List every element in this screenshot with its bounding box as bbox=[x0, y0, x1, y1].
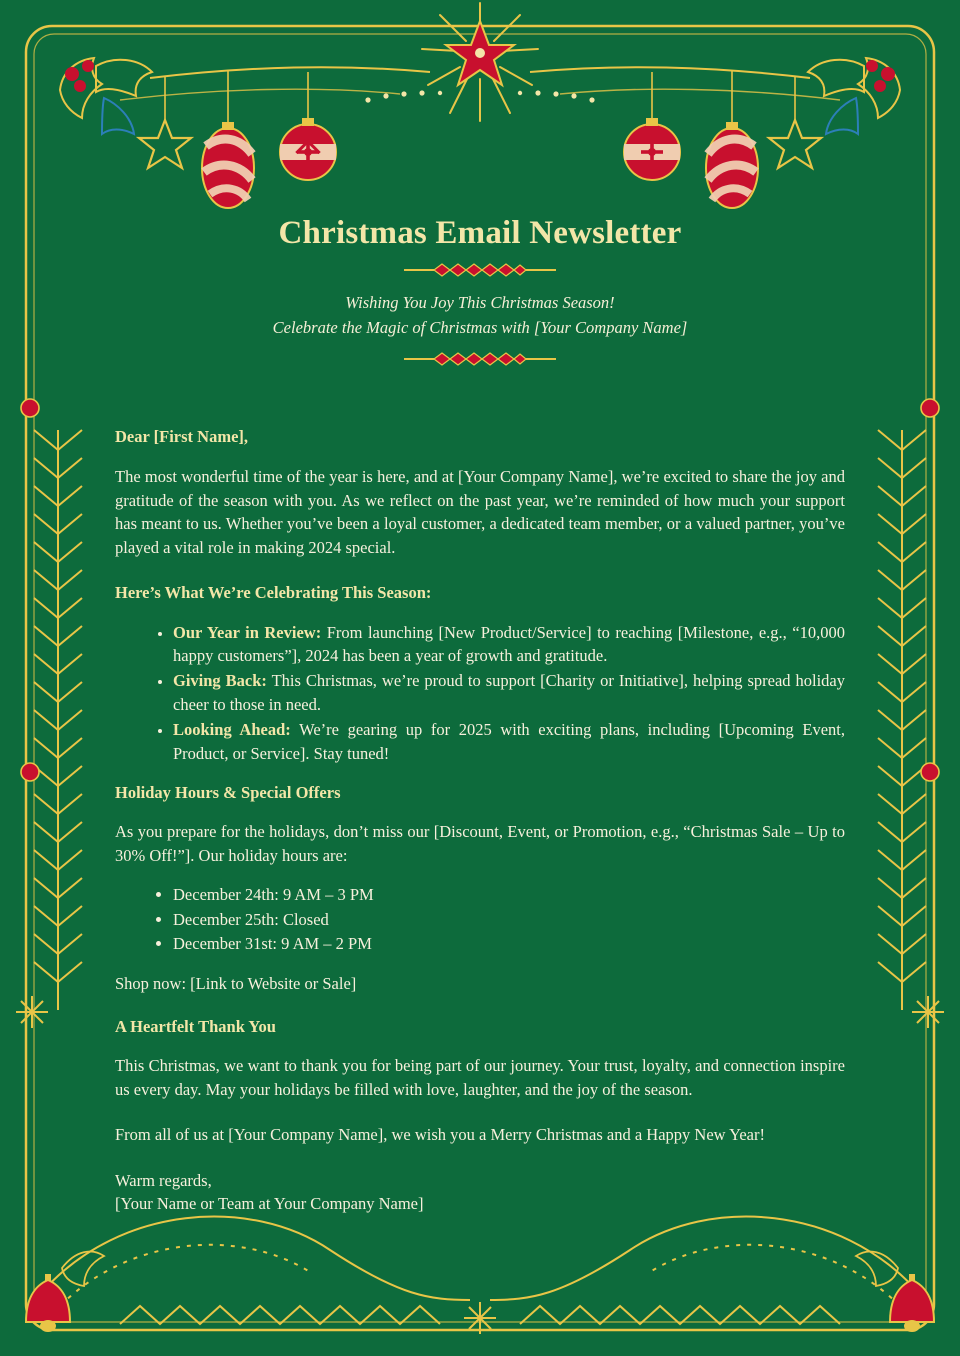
intro-paragraph: The most wonderful time of the year is here, and at [Your Company Name], we’re excited to share the joy and gratitude of the season with you. As we reflect on the past year, we’re reminded of how much your support has meant to us. Whether you’ve been a loyal customer, a dedicated team member, or a valued partner, you’ve played a vital role in making 2024 special. bbox=[115, 467, 845, 557]
salutation: Dear [First Name], bbox=[115, 427, 249, 446]
page-title: Christmas Email Newsletter bbox=[278, 215, 682, 251]
newsletter-header bbox=[0, 215, 960, 380]
list-item: • December 31st: 9 AM – 2 PM bbox=[173, 932, 845, 955]
list-item-text: From launching [New Product/Service] to reaching [Milestone, e.g., “10,000 happy customers”], 2024 has been a year of growth and gratitude. bbox=[173, 622, 845, 665]
list-item: • December 25th: Closed bbox=[173, 908, 845, 931]
celebrating-heading: Here’s What We’re Celebrating This Season: bbox=[115, 583, 432, 603]
offers-heading: Holiday Hours & Special Offers bbox=[115, 783, 341, 803]
offers-text: As you prepare for the holidays, don’t miss our [Discount, Event, or Promotion, e.g., “Christmas Sale – Up to 30% Off!”]. Our holiday hours are: bbox=[115, 822, 845, 865]
celebrating-list bbox=[115, 621, 845, 766]
signoff-line-1: Warm regards, bbox=[115, 1170, 212, 1190]
ornamental-divider-top bbox=[400, 262, 560, 278]
thanks-heading: A Heartfelt Thank You bbox=[115, 1017, 276, 1037]
holiday-hours-list bbox=[115, 883, 845, 955]
shop-now-link[interactable]: Shop now: [Link to Website or Sale] bbox=[115, 973, 357, 993]
list-item bbox=[173, 621, 845, 668]
list-item bbox=[173, 718, 845, 765]
subtitle-line-2: Celebrate the Magic of Christmas with [Your Company Name] bbox=[272, 317, 688, 337]
list-item-lead: Looking Ahead: bbox=[173, 720, 291, 740]
list-item: • December 24th: 9 AM – 3 PM bbox=[173, 883, 845, 906]
signoff-line-2: [Your Name or Team at Your Company Name] bbox=[115, 1194, 424, 1214]
ornamental-divider-bottom bbox=[400, 351, 560, 367]
list-item-lead: Giving Back: bbox=[173, 671, 267, 691]
thanks-text: This Christmas, we want to thank you for being part of our journey. Your trust, loyalty, and connection inspire us every day. May your holidays be filled with love, laughter, and the joy of the season. bbox=[115, 1056, 845, 1099]
list-item bbox=[173, 669, 845, 716]
list-item-lead: Our Year in Review: bbox=[173, 622, 322, 642]
closing-wish: From all of us at [Your Company Name], we wish you a Merry Christmas and a Happy New Year! bbox=[115, 1125, 765, 1145]
newsletter-body bbox=[115, 425, 845, 1216]
list-item-text: We’re gearing up for 2025 with exciting plans, including [Upcoming Event, Product, or Service]. Stay tuned! bbox=[173, 720, 845, 763]
subtitle-line-1: Wishing You Joy This Christmas Season! bbox=[345, 293, 615, 312]
list-item-text: This Christmas, we’re proud to support [Charity or Initiative], helping spread holiday cheer to those in need. bbox=[173, 671, 845, 714]
